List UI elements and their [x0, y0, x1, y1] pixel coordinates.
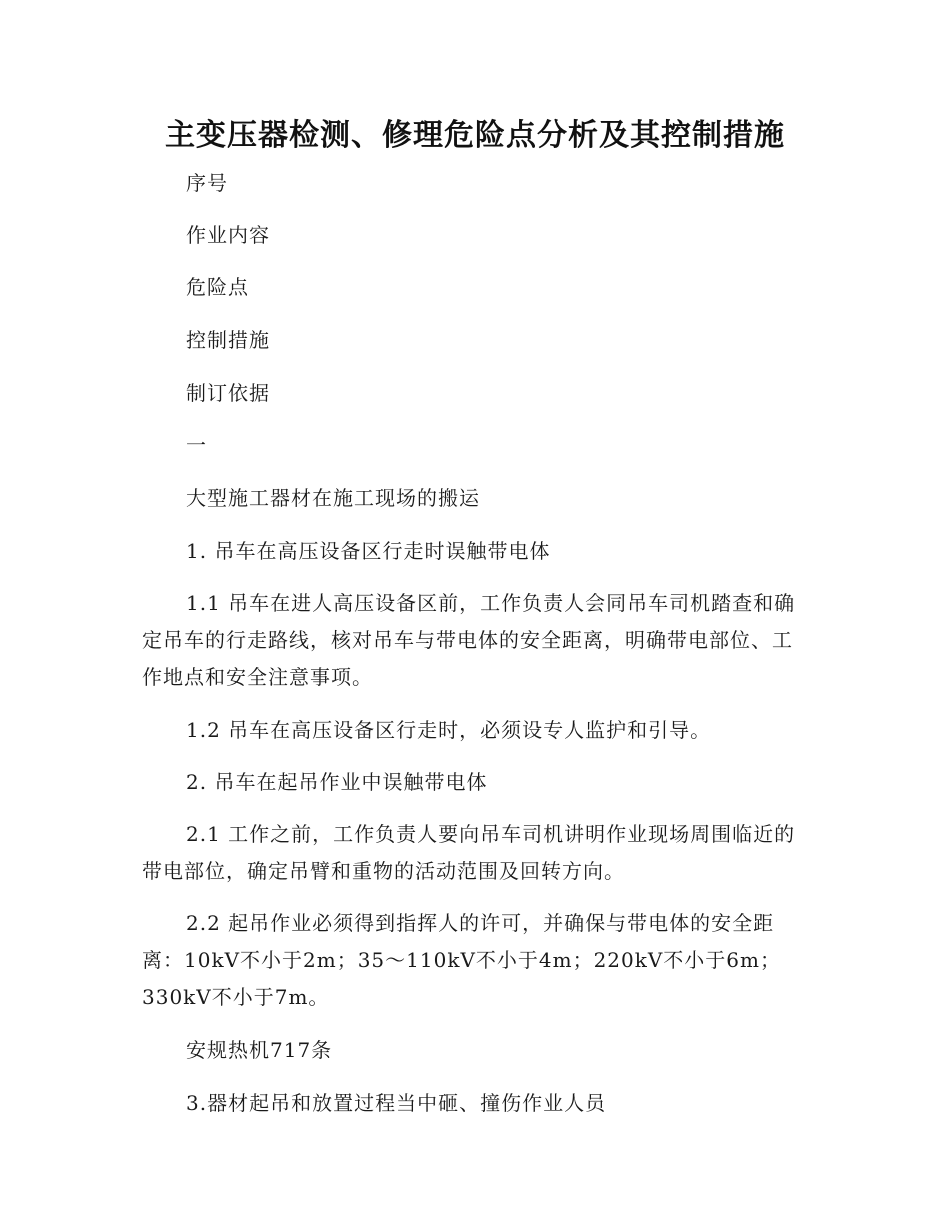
paragraph-serial-number: 序号: [186, 171, 228, 195]
paragraph-measure-2-1: 2.1 工作之前，工作负责人要向吊车司机讲明作业现场周围临近的带电部位，确定吊臂和重物的活动范围及回转方向。: [142, 822, 796, 883]
paragraph-basis: 制订依据: [186, 381, 270, 405]
paragraph-measure-1-1: 1.1 吊车在进人高压设备区前，工作负责人会同吊车司机踏查和确定吊车的行走路线，核对吊车与带电体的安全距离，明确带电部位、工作地点和安全注意事项。: [142, 591, 796, 689]
paragraph-hazard-3: 3.器材起吊和放置过程当中砸、撞伤作业人员: [186, 1091, 607, 1115]
paragraph-work-content: 作业内容: [186, 223, 270, 247]
paragraph-measure-2-2: 2.2 起吊作业必须得到指挥人的许可，并确保与带电体的安全距离：10kV不小于2m；35～110kV不小于4m；220kV不小于6m；330kV不小于7m。: [142, 911, 782, 1009]
paragraph-regulation-reference: 安规热机717条: [186, 1038, 333, 1062]
paragraph-control-measures: 控制措施: [186, 328, 270, 352]
paragraph-section-one: 一: [186, 433, 207, 457]
paragraph-work-item: 大型施工器材在施工现场的搬运: [186, 486, 480, 510]
paragraph-measure-1-2: 1.2 吊车在高压设备区行走时，必须设专人监护和引导。: [186, 718, 712, 742]
paragraph-hazard-1: 1. 吊车在高压设备区行走时误触带电体: [186, 539, 551, 563]
paragraph-hazard-2: 2. 吊车在起吊作业中误触带电体: [186, 770, 488, 794]
paragraph-danger-point: 危险点: [186, 275, 249, 299]
page-title: 主变压器检测、修理危险点分析及其控制措施: [165, 118, 785, 153]
